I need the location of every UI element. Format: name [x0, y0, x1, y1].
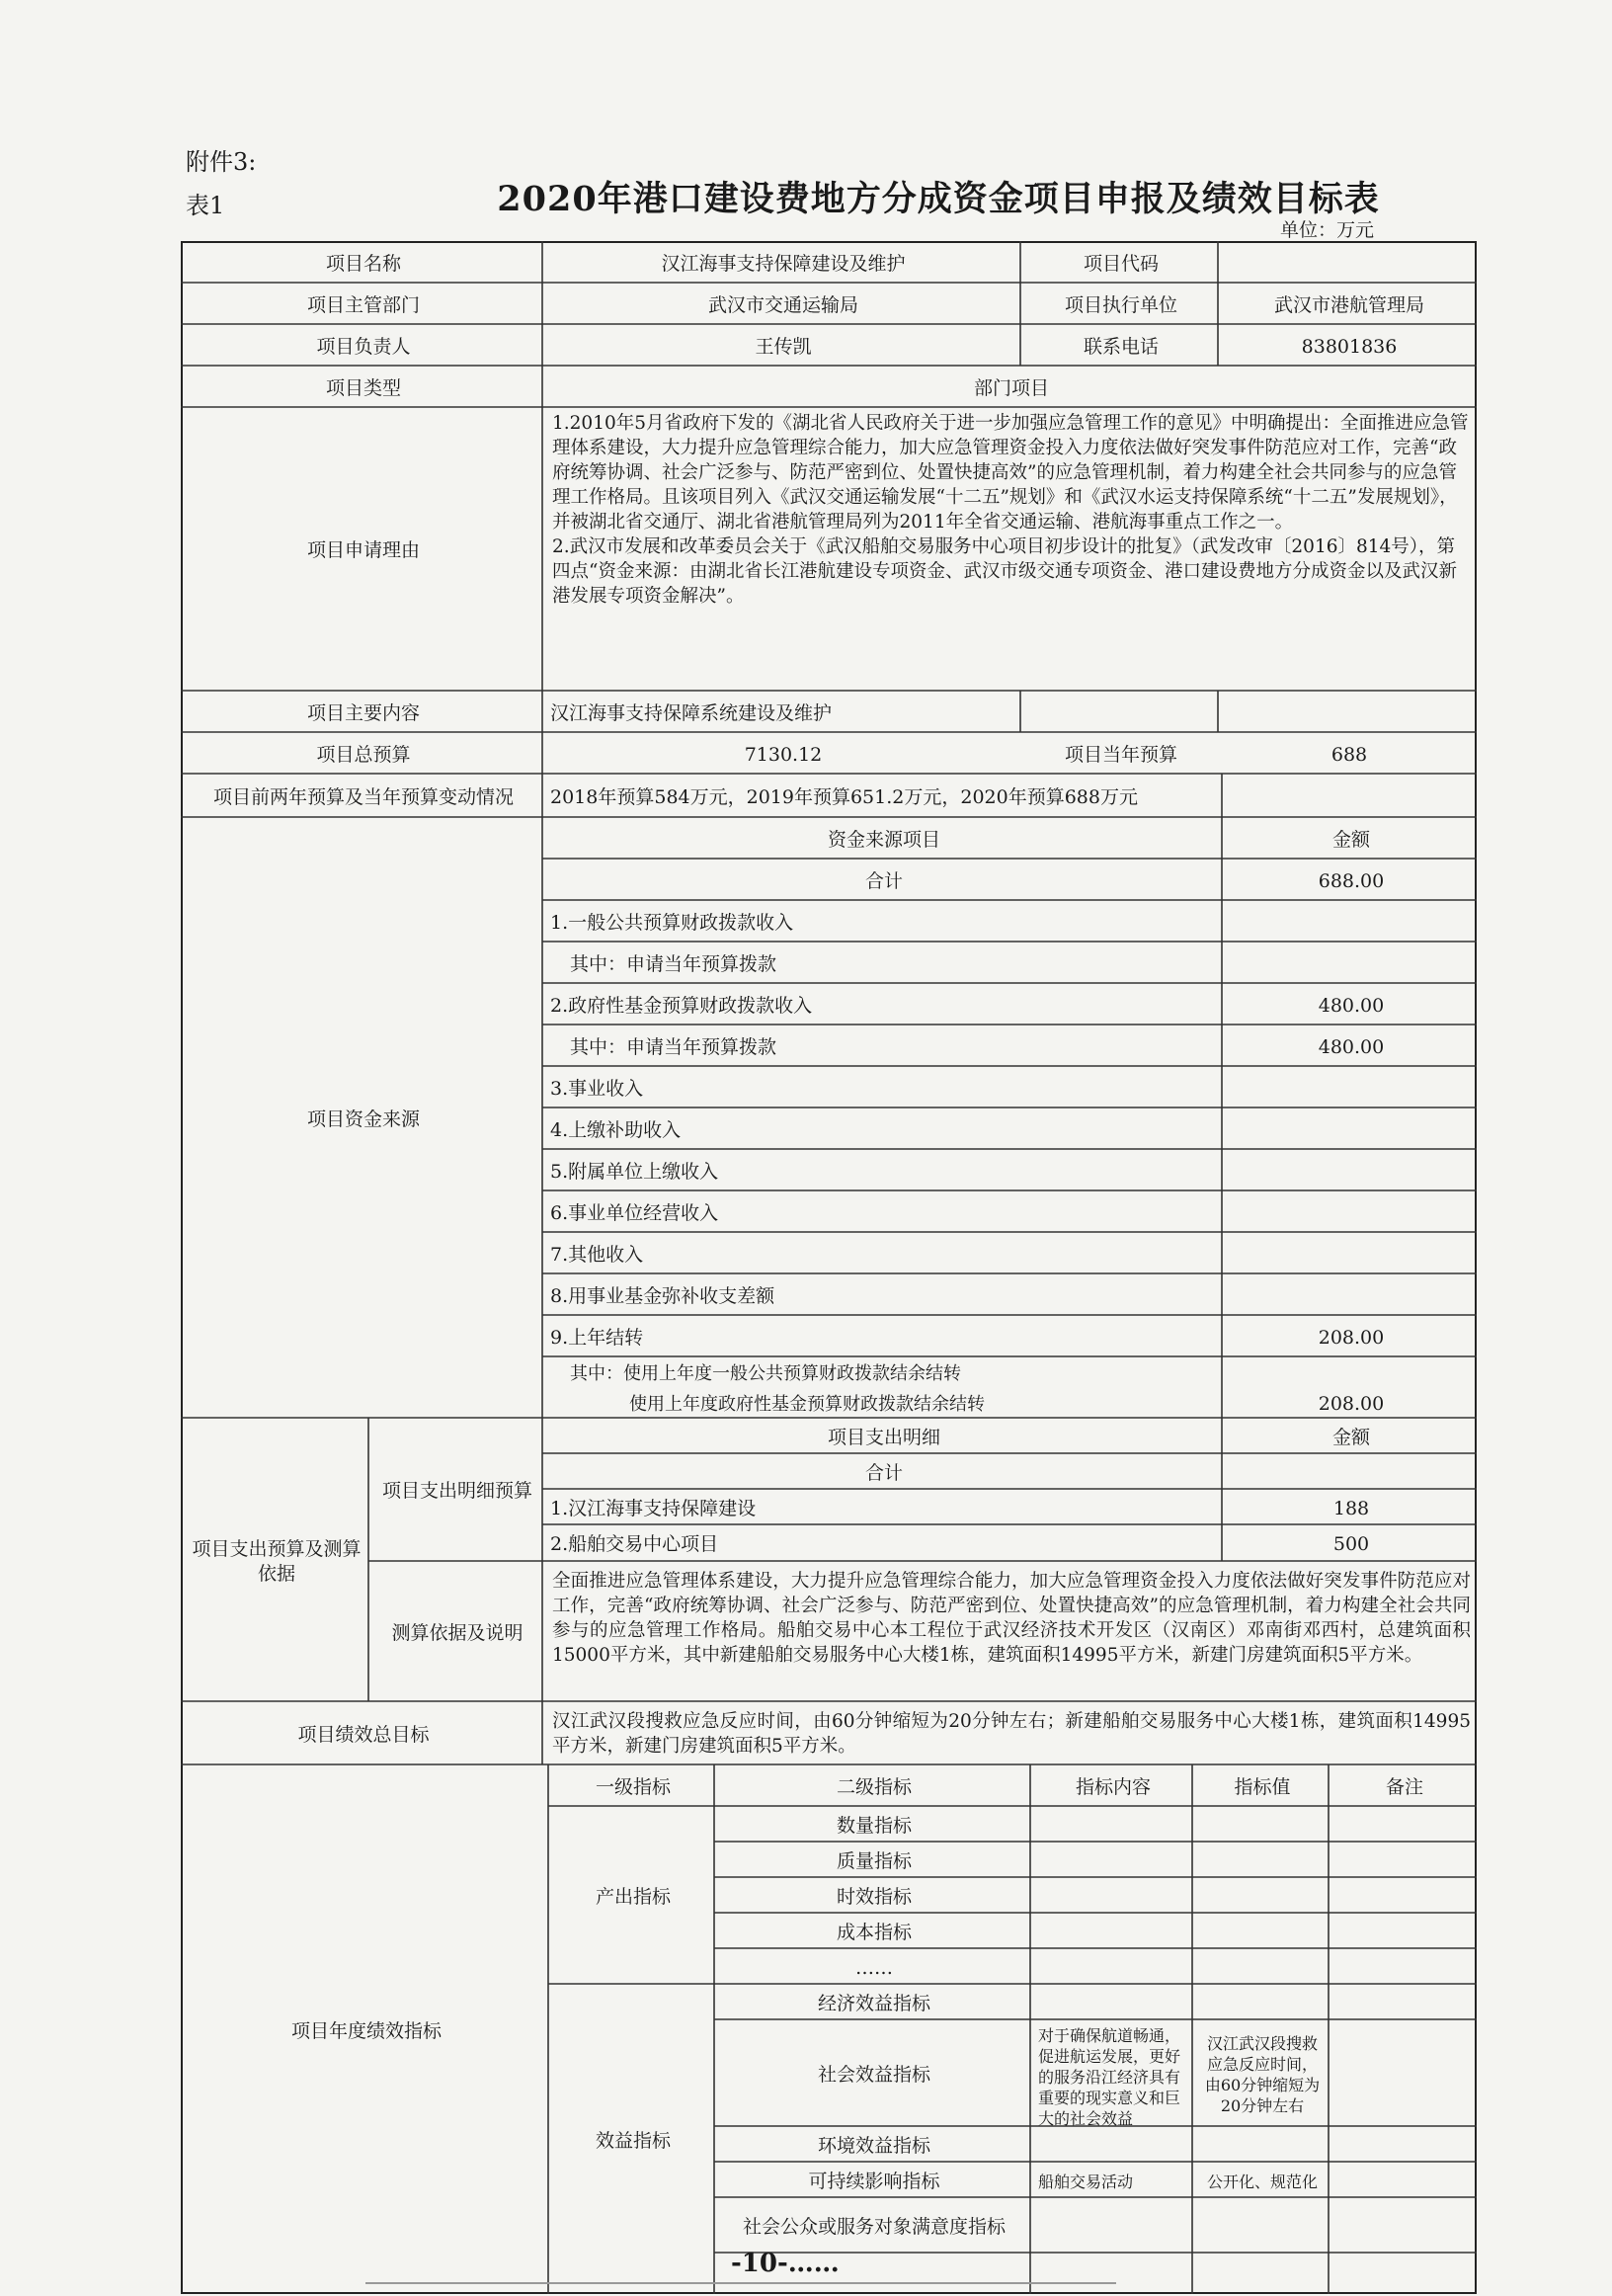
reason-label: 项目申请理由: [306, 539, 420, 561]
year-budget-value: 688: [1330, 743, 1368, 766]
social-indicator-value: 汉江武汉段搜救应急反应时间，由60分钟缩短为20分钟左右: [1204, 2034, 1321, 2115]
application-table: [181, 241, 1477, 2294]
content-value: 汉江海事支持保障系统建设及维护: [550, 701, 833, 724]
expense-detail-label: 项目支出明细预算: [381, 1480, 532, 1502]
funding-row-amount: 480.00: [1318, 1035, 1385, 1058]
funding-row-item: 4.上缴补助收入: [550, 1118, 682, 1141]
output-indicator-item: 质量指标: [836, 1849, 912, 1872]
funding-row-item: 2.政府性基金预算财政拨款收入: [550, 994, 813, 1017]
total-budget-label: 项目总预算: [316, 743, 411, 766]
social-indicator: 社会效益指标: [817, 2063, 930, 2086]
basis-text: 全面推进应急管理体系建设，大力提升应急管理综合能力，加大应急管理资金投入力度依法做好突发事件防范应对工作，完善“政府统筹协调、社会广泛参与、防范严密到位、处置快捷高效”的应急管理机制，着力构建全社会共同参与的应急管理工作格局。船舶交易中心本工程位于武汉经济技术开发区（汉南区）邓南街邓西村，总建筑面积15000平方米，其中新建船舶交易服务中心大楼1栋，建筑面积14995平方米，新建门房建筑面积5平方米。: [552, 1571, 1471, 1666]
funding-row-item: 8.用事业基金弥补收支差额: [550, 1284, 775, 1307]
exec-label: 项目执行单位: [1064, 293, 1177, 316]
bottom-divider: [365, 2282, 1116, 2284]
funding-row-amount: [1224, 1068, 1479, 1109]
indicator-col-5: 备注: [1385, 1775, 1423, 1798]
project-code-value: [1220, 243, 1479, 285]
indicator-col-4: 指标值: [1234, 1775, 1291, 1798]
funding-row-amount: [1224, 1109, 1479, 1151]
funding-label: 项目资金来源: [306, 1107, 420, 1130]
phone-value: 83801836: [1301, 335, 1398, 358]
funding-row-amount: [1224, 1358, 1479, 1389]
change-value: 2018年预算584万元，2019年预算651.2万元，2020年预算688万元: [550, 785, 1138, 808]
funding-row-item: 9.上年结转: [550, 1326, 644, 1349]
expense-row-amount: 500: [1332, 1533, 1370, 1555]
funding-row-item: 合计: [864, 869, 903, 892]
year-budget-label: 项目当年预算: [1064, 743, 1177, 766]
type-label: 项目类型: [325, 376, 401, 399]
reason-text: [544, 409, 1479, 693]
sustainability-indicator: 可持续影响指标: [808, 2170, 940, 2192]
funding-row-amount: 208.00: [1318, 1393, 1385, 1415]
funding-row-item: 7.其他收入: [550, 1243, 644, 1266]
benefit-indicator-label: 效益指标: [595, 2129, 671, 2152]
funding-row-amount: [1224, 1151, 1479, 1192]
output-indicator-item: 数量指标: [836, 1814, 912, 1837]
funding-row-item: 3.事业收入: [550, 1077, 644, 1100]
funding-row-amount: [1224, 1192, 1479, 1234]
social-indicator-content: 对于确保航道畅通，促进航运发展，更好的服务沿江经济具有重要的现实意义和巨大的社会效益: [1038, 2026, 1181, 2128]
dept-label: 项目主管部门: [306, 293, 420, 316]
environment-indicator: 环境效益指标: [817, 2134, 930, 2157]
reason-paragraph-2: 2.武汉市发展和改革委员会关于《武汉船舶交易服务中心项目初步设计的批复》（武发改审〔2016〕814号），第四点“资金来源：由湖北省长江港航建设专项资金、武汉市级交通专项资金、港口建设费地方分成资金以及武汉新港发展专项资金解决”。: [552, 536, 1457, 607]
annex-label: 附件3:: [186, 148, 257, 176]
sustainability-indicator-content: 船舶交易活动: [1038, 2172, 1134, 2191]
expense-label: 项目支出预算及测算依据: [192, 1537, 362, 1585]
funding-row-amount: [1224, 1234, 1479, 1275]
page-number: -10-……: [731, 2249, 840, 2278]
funding-row-amount: [1224, 943, 1479, 985]
funding-row-item: 6.事业单位经营收入: [550, 1201, 719, 1224]
funding-row-amount: [1224, 1275, 1479, 1317]
project-name-label: 项目名称: [325, 252, 401, 275]
funding-row-item: 1.一般公共预算财政拨款收入: [550, 911, 794, 934]
expense-row-amount: 188: [1332, 1497, 1370, 1519]
expense-col-amount: 金额: [1331, 1426, 1370, 1448]
page-title: 2020年港口建设费地方分成资金项目申报及绩效目标表: [497, 179, 1380, 219]
expense-row-item: 2.船舶交易中心项目: [550, 1533, 719, 1555]
expense-col-item: 项目支出明细: [827, 1426, 940, 1448]
content-label: 项目主要内容: [306, 701, 420, 724]
funding-col-amount: 金额: [1331, 828, 1370, 851]
funding-row-amount: 688.00: [1318, 869, 1385, 892]
funding-row-amount: [1224, 902, 1479, 943]
goal-text: 汉江武汉段搜救应急反应时间，由60分钟缩短为20分钟左右；新建船舶交易服务中心大楼1栋，建筑面积14995平方米，新建门房建筑面积5平方米。: [552, 1711, 1471, 1757]
basis-label: 测算依据及说明: [391, 1621, 524, 1644]
type-value: 部门项目: [973, 376, 1049, 399]
output-indicator-item: 时效指标: [836, 1885, 912, 1908]
exec-value: 武汉市港航管理局: [1273, 293, 1424, 316]
funding-row-item: 其中：使用上年度一般公共预算财政拨款结余结转: [570, 1363, 961, 1384]
sustainability-indicator-value: 公开化、规范化: [1206, 2172, 1318, 2191]
indicator-col-2: 二级指标: [836, 1775, 912, 1798]
output-indicator-item: ……: [855, 1956, 893, 1979]
goal-label: 项目绩效总目标: [297, 1723, 430, 1746]
indicators-label: 项目年度绩效指标: [290, 2019, 442, 2042]
unit-label: 单位：万元: [1280, 219, 1375, 241]
dept-value: 武汉市交通运输局: [707, 293, 858, 316]
project-code-label: 项目代码: [1083, 252, 1159, 275]
funding-row-item: 使用上年度政府性基金预算财政拨款结余结转: [629, 1394, 985, 1415]
funding-row-item: 其中：申请当年预算拨款: [570, 1035, 777, 1058]
expense-row-item: 合计: [864, 1461, 903, 1484]
phone-label: 联系电话: [1083, 335, 1159, 358]
table-number: 表1: [186, 192, 225, 219]
funding-row-amount: 208.00: [1318, 1326, 1385, 1349]
leader-value: 王传凯: [755, 335, 812, 358]
indicator-col-3: 指标内容: [1075, 1775, 1151, 1798]
leader-label: 项目负责人: [316, 335, 411, 358]
funding-col-item: 资金来源项目: [827, 828, 940, 851]
economic-indicator: 经济效益指标: [817, 1992, 930, 2014]
project-name-value: 汉江海事支持保障建设及维护: [661, 252, 906, 275]
funding-row-amount: 480.00: [1318, 994, 1385, 1017]
expense-row-item: 1.汉江海事支持保障建设: [550, 1497, 757, 1519]
satisfaction-indicator: 社会公众或服务对象满意度指标: [742, 2215, 1006, 2238]
expense-row-amount: [1224, 1455, 1479, 1491]
output-indicator-label: 产出指标: [595, 1885, 671, 1908]
funding-row-item: 其中：申请当年预算拨款: [570, 952, 777, 975]
indicator-col-1: 一级指标: [595, 1775, 671, 1798]
output-indicator-item: 成本指标: [836, 1921, 912, 1943]
change-label: 项目前两年预算及当年预算变动情况: [212, 785, 514, 808]
total-budget-value: 7130.12: [744, 743, 823, 766]
reason-paragraph-1: 1.2010年5月省政府下发的《湖北省人民政府关于进一步加强应急管理工作的意见》中明确提出：全面推进应急管理体系建设，大力提升应急管理综合能力，加大应急管理资金投入力度依法做好突发事件防范应对工作，完善“政府统筹协调、社会广泛参与、防范严密到位、处置快捷高效”的应急管理机制，着力构建全社会共同参与的应急管理工作格局。且该项目列入《武汉交通运输发展“十二五”规划》和《武汉水运支持保障系统“十二五”发展规划》，并被湖北省交通厅、湖北省港航管理局列为2011年全省交通运输、港航海事重点工作之一。: [552, 413, 1469, 533]
funding-row-item: 5.附属单位上缴收入: [550, 1160, 719, 1183]
